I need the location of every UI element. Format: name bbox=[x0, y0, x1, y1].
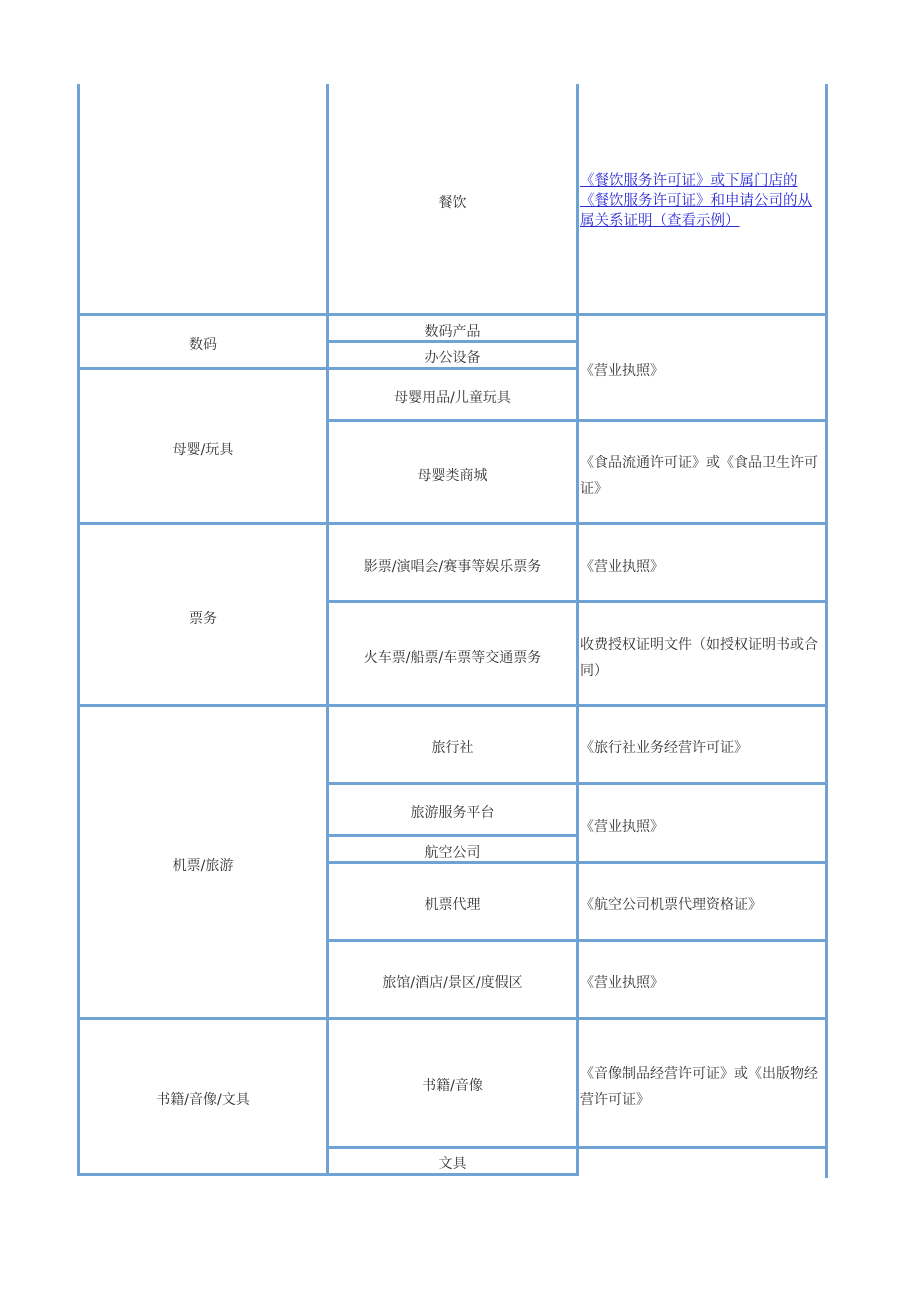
row-border bbox=[326, 419, 828, 422]
row-border bbox=[326, 600, 828, 603]
requirement-cell: 《营业执照》 bbox=[580, 559, 664, 575]
catering-license-link[interactable]: 《餐饮服务许可证》或下属门店的《餐饮服务许可证》和申请公司的从属关系证明（查看示例） bbox=[580, 173, 812, 229]
subcategory-cell: 火车票/船票/车票等交通票务 bbox=[363, 650, 542, 666]
requirement-cell: 收费授权证明文件（如授权证明书或合同） bbox=[580, 637, 818, 679]
requirement-cell: 《营业执照》 bbox=[580, 819, 664, 835]
row-border bbox=[326, 939, 828, 942]
subcategory-cell: 航空公司 bbox=[424, 845, 481, 861]
category-cell: 票务 bbox=[189, 611, 217, 627]
row-border bbox=[326, 782, 828, 785]
subcategory-cell: 母婴类商城 bbox=[417, 468, 488, 484]
row-border bbox=[77, 522, 828, 525]
category-cell: 母婴/玩具 bbox=[172, 442, 234, 458]
subcategory-cell: 机票代理 bbox=[424, 897, 481, 913]
row-border bbox=[326, 1146, 828, 1149]
subcategory-cell: 母婴用品/儿童玩具 bbox=[394, 390, 511, 406]
row-border bbox=[77, 313, 828, 316]
subcategory-cell: 旅游服务平台 bbox=[410, 805, 495, 821]
requirement-cell: 《营业执照》 bbox=[580, 975, 664, 991]
subcategory-cell: 办公设备 bbox=[424, 350, 481, 366]
table-border bbox=[825, 84, 828, 1178]
subcategory-cell: 数码产品 bbox=[424, 324, 481, 340]
subcategory-cell: 旅行社 bbox=[431, 740, 474, 756]
requirement-cell: 《营业执照》 bbox=[580, 363, 664, 379]
subcategory-cell: 餐饮 bbox=[438, 195, 467, 211]
requirement-cell: 《食品流通许可证》或《食品卫生许可证》 bbox=[580, 455, 818, 497]
subcategory-cell: 旅馆/酒店/景区/度假区 bbox=[382, 975, 523, 991]
category-cell: 机票/旅游 bbox=[172, 858, 234, 874]
row-border bbox=[326, 834, 579, 837]
table-border bbox=[326, 84, 329, 1176]
subcategory-cell: 影票/演唱会/赛事等娱乐票务 bbox=[363, 559, 542, 575]
subcategory-cell: 书籍/音像 bbox=[422, 1078, 483, 1094]
requirement-cell: 《音像制品经营许可证》或《出版物经营许可证》 bbox=[580, 1066, 818, 1108]
row-border bbox=[77, 1017, 828, 1020]
subcategory-cell: 文具 bbox=[438, 1156, 467, 1172]
category-cell: 数码 bbox=[189, 337, 217, 353]
requirement-cell: 《航空公司机票代理资格证》 bbox=[580, 897, 762, 913]
requirement-cell: 《旅行社业务经营许可证》 bbox=[580, 740, 748, 756]
row-border bbox=[77, 704, 828, 707]
category-cell: 书籍/音像/文具 bbox=[156, 1092, 250, 1108]
table-border bbox=[576, 84, 579, 1176]
